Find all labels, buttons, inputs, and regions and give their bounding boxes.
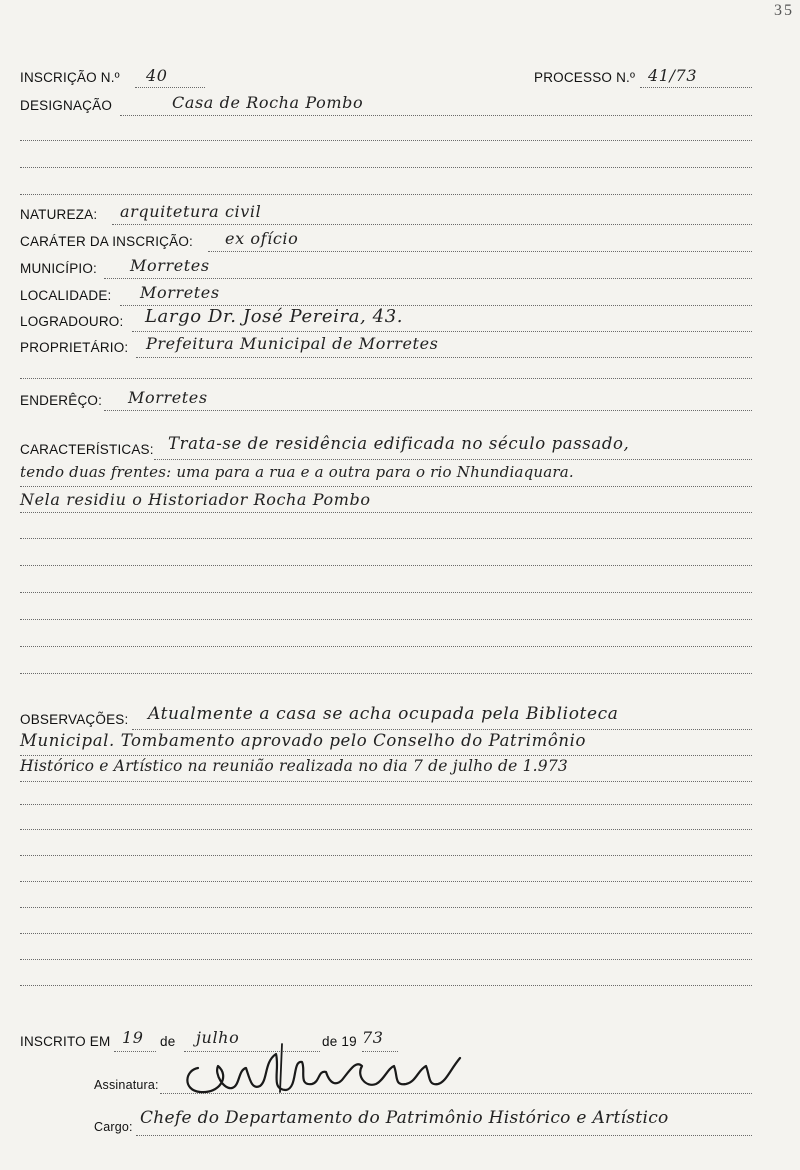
inscrito-de-1: de bbox=[160, 1034, 176, 1049]
page-number: 35 bbox=[774, 2, 794, 19]
processo-label: PROCESSO N.º bbox=[534, 70, 636, 85]
cargo-line bbox=[136, 1135, 752, 1136]
logradouro-value: Largo Dr. José Pereira, 43. bbox=[145, 306, 404, 327]
blank-line bbox=[20, 378, 752, 379]
processo-value: 41/73 bbox=[648, 66, 698, 85]
observacoes-line-1: Atualmente a casa se acha ocupada pela Biblioteca bbox=[148, 704, 619, 724]
inscrito-year: 73 bbox=[362, 1028, 384, 1047]
inscrito-day: 19 bbox=[122, 1028, 144, 1047]
cargo-label: Cargo: bbox=[94, 1120, 133, 1134]
blank-line bbox=[20, 985, 752, 986]
blank-line bbox=[20, 881, 752, 882]
observacoes-line bbox=[132, 729, 752, 730]
inscricao-value: 40 bbox=[146, 66, 168, 85]
inscrito-month: julho bbox=[196, 1028, 240, 1047]
localidade-label: LOCALIDADE: bbox=[20, 288, 112, 303]
assinatura-label: Assinatura: bbox=[94, 1078, 159, 1092]
caracteristicas-line-2: tendo duas frentes: uma para a rua e a outra para o rio Nhundiaquara. bbox=[20, 463, 574, 481]
observacoes-line bbox=[20, 781, 752, 782]
municipio-value: Morretes bbox=[130, 256, 210, 275]
caracteristicas-line bbox=[154, 459, 752, 460]
caracteristicas-line bbox=[20, 512, 752, 513]
carater-line bbox=[208, 251, 752, 252]
municipio-line bbox=[104, 278, 752, 279]
logradouro-line bbox=[132, 331, 752, 332]
inscrito-label: INSCRITO EM bbox=[20, 1034, 111, 1049]
logradouro-label: LOGRADOURO: bbox=[20, 314, 124, 329]
blank-line bbox=[20, 804, 752, 805]
designacao-label: DESIGNAÇÃO bbox=[20, 98, 113, 113]
blank-line bbox=[20, 959, 752, 960]
blank-line bbox=[20, 167, 752, 168]
blank-line bbox=[20, 829, 752, 830]
designacao-line bbox=[120, 115, 752, 116]
endereco-value: Morretes bbox=[128, 388, 208, 407]
proprietario-label: PROPRIETÁRIO: bbox=[20, 340, 129, 355]
natureza-label: NATUREZA: bbox=[20, 207, 98, 222]
blank-line bbox=[20, 907, 752, 908]
blank-line bbox=[20, 194, 752, 195]
caracteristicas-label: CARACTERÍSTICAS: bbox=[20, 442, 154, 457]
blank-line bbox=[20, 140, 752, 141]
processo-line bbox=[640, 87, 752, 88]
observacoes-line-2: Municipal. Tombamento aprovado pelo Conselho do Patrimônio bbox=[20, 731, 587, 750]
observacoes-line bbox=[20, 755, 752, 756]
handwritten-signature bbox=[180, 1040, 480, 1100]
caracteristicas-line bbox=[20, 486, 752, 487]
natureza-line bbox=[112, 224, 752, 225]
inscrito-day-line bbox=[114, 1051, 156, 1052]
blank-line bbox=[20, 619, 752, 620]
endereco-label: ENDERÊÇO: bbox=[20, 393, 103, 408]
natureza-value: arquitetura civil bbox=[120, 202, 262, 221]
inscricao-label: INSCRIÇÃO N.º bbox=[20, 70, 120, 85]
blank-line bbox=[20, 538, 752, 539]
endereco-line bbox=[104, 410, 752, 411]
inscricao-line bbox=[135, 87, 205, 88]
proprietario-line bbox=[136, 357, 752, 358]
blank-line bbox=[20, 673, 752, 674]
observacoes-line-3: Histórico e Artístico na reunião realizada no dia 7 de julho de 1.973 bbox=[20, 757, 568, 775]
blank-line bbox=[20, 565, 752, 566]
carater-value: ex ofício bbox=[225, 229, 299, 248]
proprietario-value: Prefeitura Municipal de Morretes bbox=[146, 334, 439, 353]
caracteristicas-line-3: Nela residiu o Historiador Rocha Pombo bbox=[20, 490, 371, 509]
carater-label: CARÁTER DA INSCRIÇÃO: bbox=[20, 234, 193, 249]
cargo-value: Chefe do Departamento do Patrimônio Histórico e Artístico bbox=[140, 1108, 669, 1128]
blank-line bbox=[20, 855, 752, 856]
observacoes-label: OBSERVAÇÕES: bbox=[20, 712, 129, 727]
designacao-value: Casa de Rocha Pombo bbox=[172, 93, 364, 112]
blank-line bbox=[20, 646, 752, 647]
blank-line bbox=[20, 933, 752, 934]
caracteristicas-line-1: Trata-se de residência edificada no século passado, bbox=[168, 434, 630, 453]
blank-line bbox=[20, 592, 752, 593]
municipio-label: MUNICÍPIO: bbox=[20, 261, 98, 276]
inscrito-de-2: de 19 bbox=[322, 1034, 357, 1049]
localidade-value: Morretes bbox=[140, 283, 220, 302]
